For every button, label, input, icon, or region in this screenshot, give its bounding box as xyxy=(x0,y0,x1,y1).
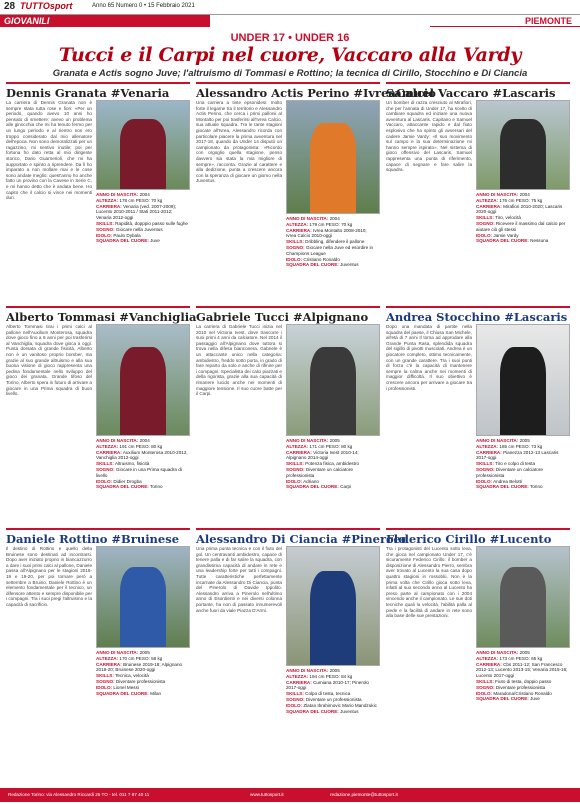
article-title: Alessandro Actis Perino #IvreaCalcio xyxy=(196,82,380,100)
top-bar xyxy=(0,0,580,15)
player-photo xyxy=(476,324,570,436)
article-stocchino xyxy=(386,306,570,518)
article-title: Federico Cirillo #Lucento xyxy=(386,528,570,546)
region-label: PIEMONTE xyxy=(430,15,580,27)
article-rottino xyxy=(6,528,190,784)
article-title: Daniele Rottino #Bruinese xyxy=(6,528,190,546)
article-tommasi xyxy=(6,306,197,518)
player-photo xyxy=(286,324,380,436)
article-body: La carriera di Gabriele Tucci inizia nel 2010 nel Victoria Ivest, dove trascorre i suoi primi 4 anni da calciatore. Nel 2014 il passaggio all'Alpignano dove tuttora si trova nella difesa bianconera. Gabriele è un attaccante unico nella categoria: ambidestro, freddo sotto porta, in grado di fare reparto da solo e anche di rifinire per i compagni. Specialista dei calci piazzati e della rigorista, grazie alla sua capacità di rimanere lucido anche nei momenti di maggiore tensione. Il suo cuore batte per il Carpi. xyxy=(196,324,282,397)
footer-bar xyxy=(0,788,580,802)
player-info: ANNO DI NASCITA: 2005 ALTEZZA: 194 cm PESO: 84 kg CARRIERA: Cumiana 2010-17; Pinerolo 2017-oggi SKILLS: Colpo di testa, tecnica SOGNO: Diventare un professionista IDOLO: Zlatan Ibrahimovic Mario Mandzukic SQUADRA DEL CUORE: Juventus xyxy=(286,668,377,714)
footer-website[interactable]: www.tuttosport.it xyxy=(250,792,284,797)
article-title: Alessandro Di Ciancia #Pinerolo xyxy=(196,528,380,546)
section-label: GIOVANILI xyxy=(0,15,210,27)
player-photo xyxy=(286,100,380,214)
article-vaccaro xyxy=(386,82,570,294)
page-headline: Tucci e il Carpi nel cuore, Vaccaro alla Vardy xyxy=(58,44,522,66)
article-cirillo xyxy=(386,528,570,784)
article-di-ciancia xyxy=(196,528,406,784)
article-title: Alberto Tommasi #Vanchiglia xyxy=(6,306,190,324)
player-info: ANNO DI NASCITA: 2004 ALTEZZA: 176 cm PESO: 75 kg CARRIERA: Mirafiori 2010-2020; Lascaris 2020-oggi SKILLS: Tiro, velocità SOGNO: Ricevere il massimo dal calcio per aiutare ciò gli stessi IDOLO: Jamie Vardy SQUADRA DEL CUORE: Nessuna xyxy=(476,192,566,244)
player-info: ANNO DI NASCITA: 2005 ALTEZZA: 171 cm PESO: 80 kg CARRIERA: Victoria Ivest 2010-14; Alpignano 2014-oggi SKILLS: Potenza fisica, ambidestro SOGNO: Diventare un calciatore professionista IDOLO: Adriano SQUADRA DEL CUORE: Carpi xyxy=(286,438,360,490)
player-info: ANNO DI NASCITA: 2005 ALTEZZA: 173 cm PESO: 65 kg CARRIERA: Cbs 2011-12; San Francesco 2012-13; Lucento 2013-15; Venaria 2015-16; Lucento 2017-oggi SKILLS: Fiuto di testa, doppio passo SOGNO: Diventare professionista IDOLO: Maradona/Cristiano Ronaldo SQUADRA DEL CUORE: Juve xyxy=(476,650,568,702)
player-info: ANNO DI NASCITA: 2004 ALTEZZA: 178 cm PESO: 70 kg CARRIERA: Venaria (ved. 2007-2009); Lucento 2010-2011 / Stati 2011-2012; Venaria 2012-oggi SKILLS: Rapidità, dopppio passo sulle fughe SOGNO: Giocare nella Juventus IDOLO: Paulo Dybala SQUADRA DEL CUORE: Juve xyxy=(96,192,188,244)
page-subhead: Granata e Actis sogno Juve; l'altruismo di Tommasi e Rottino; la tecnica di Cirillo, Stocchino e Di Ciancia xyxy=(52,68,528,79)
player-photo xyxy=(96,324,190,436)
player-info: ANNO DI NASCITA: 2005 ALTEZZA: 185 cm PESO: 73 kg CARRIERA: Pianezza 2012-13 Lascaris 2017-oggi SKILLS: Tiro e colpo di testa SOGNO: Diventare un calciatore professionista IDOLO: Andrea Belotti SQUADRA DEL CUORE: Torino xyxy=(476,438,559,490)
kicker: UNDER 17 • UNDER 16 xyxy=(230,32,350,44)
article-body: Alberto Tommasi tirai i primi calci al pallone nell'Auxilium Monterosa, squadra dove gioco fino a 8 anni per poi trasferirsi al Vanchiglia, squadra dove gioca a oggi. Punta dorsata di grande fisicità, Alberto non è un vanitoso proprio bomber, ma grazie al suo grande altruismo e alla sua buona visione di gioco rappresenta una pedina fondamentale nello sviluppo del gioco dei granata. Grande tifoso del Torino, Alberto spera in futuro di arrivare a giocare in una Prima squadra di buon livello. xyxy=(6,324,92,397)
masthead-logo: TUTTOsport xyxy=(20,1,73,11)
player-photo xyxy=(476,100,570,190)
article-body: Il destino di Rottino e quello della Bruinese sono destinati ad incontrarsi. Dopo aver iniziato proprio in biancazzurro a dare i suoi primi calci al pallone, Daniele passa all'Alpignano per le stagioni 2018-19 e 19-20, per poi tornare però a settembre a Bruino. Daniele Rottino è un elemento fondamentale per il tecnico, un difensore attento e sempre disponibile per i compagni. Tra i suoi pregi l'altruismo e la capacità di sacrificio. xyxy=(6,546,92,607)
article-body: Una carriera a tinte epsonidesi: molto forte il legame tra il territorio e Alessandro Actis Perino, che cerca i primi pallonii al Montalto per poi trasferirsi all'Ivrea Calcio, sua attuale squadra. Tra le tante stagioni giocate all'Ivrea, Alessandro ricorda con particolare piacere la prima avventura nel 2017-18, quando da Under 14 disputò un campionato da protagonista: «Ricordo con orgoglio quella stagione, penso davvero sia stata la mia migliore di sempre», racconta. Grazie al carattere e alla dedizione, punta a crescere ancora con la speranza di giocare un giorno nella Juventus. xyxy=(196,100,282,184)
player-info: ANNO DI NASCITA: 2004 ALTEZZA: 191 cm PESO: 80 kg CARRIERA: Auxilium Monterosa 2010-2012, Vanchiglia 2012-oggi SKILLS: Altruismo, fisicità SOGNO: Giocare in una Prima squadra di livello IDOLO: Didier Drogba SQUADRA DEL CUORE: Torino xyxy=(96,438,188,490)
article-title: Andrea Stocchino #Lascaris xyxy=(386,306,570,324)
player-info: ANNO DI NASCITA: 2005 ALTEZZA: 170 cm PESO: 58 kg CARRIERA: Bruinese 2019-18; Alpignano 2018-20; Bruinese 2020-oggi SKILLS: Tecnica, velocità SOGNO: Diventare professionista IDOLO: Lionel Messi SQUADRA DEL CUORE: Milan xyxy=(96,650,183,696)
player-photo xyxy=(476,546,570,648)
article-body: Dopo una mandata di partite nella squadra del paese, il Chiusa San Michele, all'età di 7 anni Il torna ad approdare alla Grande Punta Rasa, splendida squadra del sigillo di pivotti muscolati. Andrea è un giocatore completo, ottimo tecnicamente, con un grande carattere. Tra i suoi punti di forza c'è la capacità di mantenere sempre la calma anche nei momenti di maggior difficoltà. Il suo obiettivo è crescere ancora per arrivare a giocare tra i professionisti. xyxy=(386,324,472,391)
article-title: Samuel Vaccaro #Lascaris xyxy=(386,82,570,100)
article-granata xyxy=(6,82,190,294)
article-body: Un bomber di razza cresciuto al Mirafiori, che per l'annata di Under 17, ha scelto di cambiare squadra ed iniziare una nuova avventura al Lascaris. Capitano e Samuel Vaccaro, attaccante rapido e dal fiuto esplosivo che ha spinto gli avversari del cadere Jamie Vardy: «Il suo movimento sul campo e la sua determinazione mi hanno sempre ispirato». Nel sistema di gioco offensivo del Lascaris, Samuel rappresenta una punta di riferimento, capace di segnare e fare salire la squadra. xyxy=(386,100,472,173)
article-body: La carriera di Dennis Granata non è sempre stata tutta rose e fiori: «Per un periodo, quando avevo 10 anni ho pensato di smettere: avevo un problema alle ginocchia che mi ha tenuto fermo per un lungo periodo e al rientro non ero troppo considerato dal mio allenatore dell'epoca. Non sono demoralizzati per un ragazzino, mi sentivo inutile; poi per fortuna ho dato retta al mio dirigente storico, Dario Guarnerioli, che mi ha supportato e spinto a riprendere. Da lì ho imparato a non mollare mai e le cose sono andate meglio: quest'anno ho anche fatto un provino con la Cavese in Serie C, e mi hanno detto che è andata bene. Ho capito che il calcio si vince nei momenti duri. xyxy=(6,100,92,201)
page-number: 28 xyxy=(4,1,16,12)
player-info: ANNO DI NASCITA: 2004 ALTEZZA: 179 cm PESO: 70 kg CARRIERA: Ivrea Montalto 2008-2010; Ivrea Calcio 2010-oggi SKILLS: Dribbling, difendere il pallone SOGNO: Giocare nella Juve ed esordire in Champions League IDOLO: Cristiano Ronaldo SQUADRA DEL CUORE: Juventus xyxy=(286,216,374,268)
player-photo xyxy=(286,546,380,666)
footer-email[interactable]: redazione.piemonte@tuttosport.it xyxy=(330,792,398,797)
article-tucci xyxy=(196,306,380,518)
section-bar xyxy=(0,15,580,27)
player-photo xyxy=(96,100,190,190)
article-title: Dennis Granata #Venaria xyxy=(6,82,190,100)
footer-contact: Redazione Torino: via Alessandro Riccardi 25 TO - tel. 011 7 87 40 11 xyxy=(8,792,150,797)
article-body: Una prima punta tecnica e con il fiuto del gol. Un centravanti ambidestro, capace di tenere palla e di far salire la squadra, con grandissima capacità di andare in rete e una leadership forte per tutti i compagni. Tutte caratteristiche perfettamente incarnate da Alessandro Di Ciancia, punta del Pinerolo di Davide Ippolito. Alessandro arriva a Pinerolo nell'ultimo anno di Esordienti e nei diversi colonna portante, ha non di passato innumerevoli anche fuori da viale Piazza D'Armi. xyxy=(196,546,282,613)
issue-info: Anno 65 Numero 0 • 15 Febbraio 2021 xyxy=(92,3,195,9)
article-title: Gabriele Tucci #Alpignano xyxy=(196,306,380,324)
article-body: Tra i protagonisti del Lucento sotto leva, che gioca nel campionato Under 17, c'è sicuramente Federico Cirillo: il bomber a disposizione di Alessandro Pierro, sembra aver trovato al Lucento la sua casa dopo quattro stagioni in rossoblù. Non è la prima volta che Cirillo gioca sotto leva, infatti al suo secondo anno al Lucento ha preso parte al campionato con i 2004 vincendo anche il campionato. Le sue doti tecniche quali la velocità, l'abilità palla al piede e la facilità di andare in rete sono alla base delle sue prestazioni. xyxy=(386,546,472,619)
player-photo xyxy=(96,546,190,648)
